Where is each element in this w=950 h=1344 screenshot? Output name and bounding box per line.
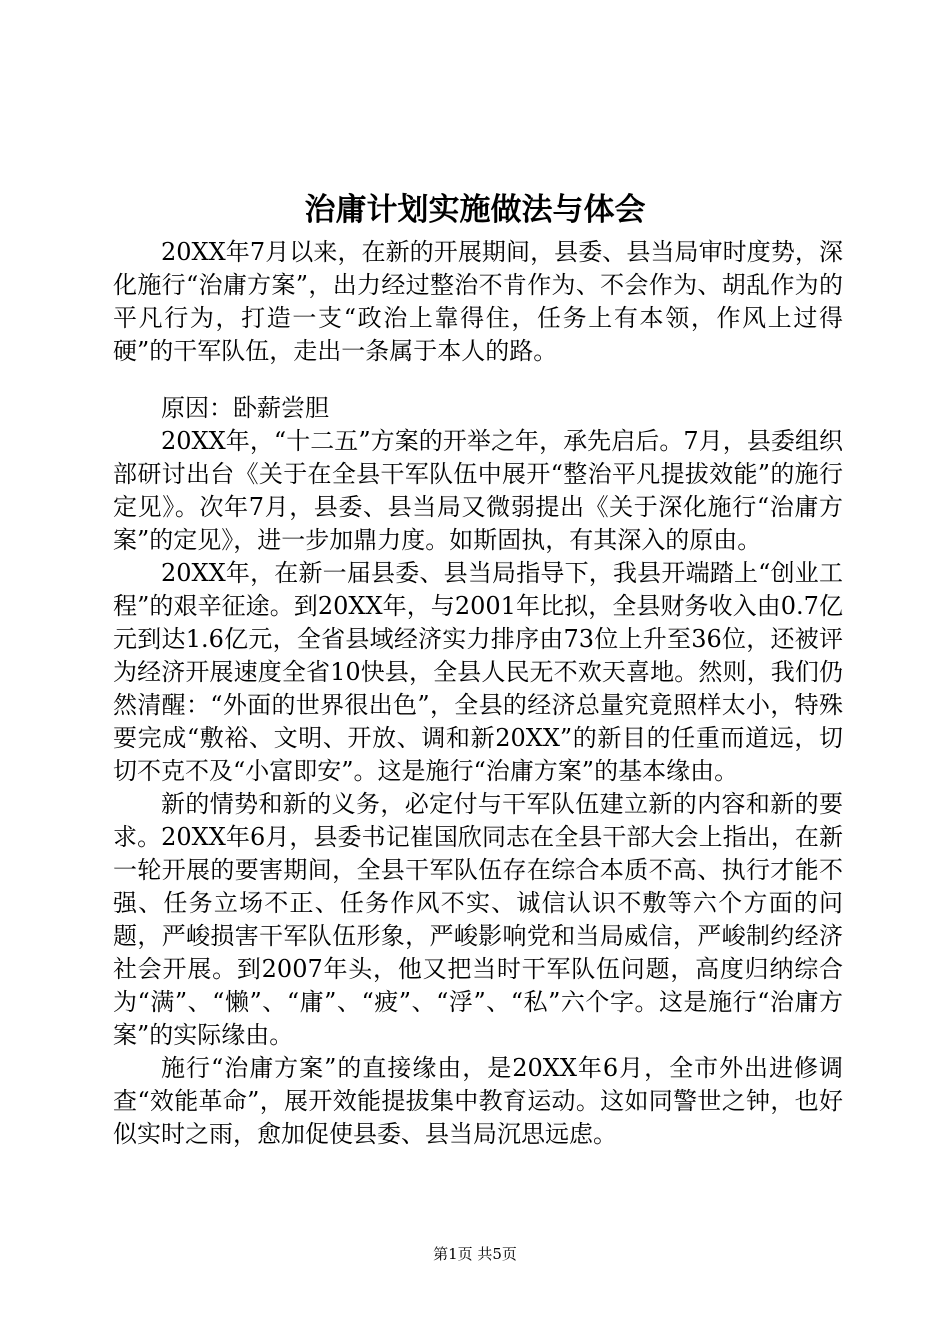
- paragraph-cadre-issues: 新的情势和新的义务，必定付与干军队伍建立新的内容和新的要求。20XX年6月，县委书记崔国欣同志在全县干部大会上指出，在新一轮开展的要害期间，全县干军队伍存在综合本质不高、执行才能不强、任务立场不正、任务作风不实、诚信认识不敷等六个方面的问题，严峻损害干军队伍形象，严峻影响党和当局威信，严峻制约经济社会开展。到2007年头，他又把当时干军队伍问题，高度归纳综合为“满”、“懒”、“庸”、“疲”、“浮”、“私”六个字。这是施行“治庸方案”的实际缘由。: [113, 790, 843, 1049]
- document-title: 治庸计划实施做法与体会: [304, 192, 646, 228]
- page-footer: 第1页 共5页: [433, 1245, 517, 1263]
- paragraph-economy: 20XX年，在新一届县委、县当局指导下，我县开端踏上“创业工程”的艰辛征途。到20XX年，与2001年比拟，全县财务收入由0.7亿元到达1.6亿元，全省县域经济实力排序由73位上升至36位，还被评为经济开展速度全省10快县，全县人民无不欢天喜地。然则，我们仍然清醒：“外面的世界很出色”，全县的经济总量究竟照样太小，特殊要完成“敷裕、文明、开放、调和新20XX”的新目的任重而道远，切切不克不及“小富即安”。这是施行“治庸方案”的基本缘由。: [113, 559, 843, 785]
- paragraph-direct-cause: 施行“治庸方案”的直接缘由，是20XX年6月，全市外出进修调查“效能革命”，展开效能提拔集中教育运动。这如同警世之钟，也好似实时之雨，愈加促使县委、县当局沉思远虑。: [113, 1054, 843, 1148]
- paragraph-section-heading: 原因：卧薪尝胆: [161, 394, 329, 422]
- paragraph-intro: 20XX年7月以来，在新的开展期间，县委、县当局审时度势，深化施行“治庸方案”，出力经过整治不肯作为、不会作为、胡乱作为的平凡行为，打造一支“政治上靠得住，任务上有本领，作风上过得硬”的干军队伍，走出一条属于本人的路。: [113, 238, 843, 365]
- paragraph-background: 20XX年，“十二五”方案的开举之年，承先启后。7月，县委组织部研讨出台《关于在全县干军队伍中展开“整治平凡提拔效能”的施行定见》。次年7月，县委、县当局又微弱提出《关于深化施行“治庸方案”的定见》，进一步加鼎力度。如斯固执，有其深入的原由。: [113, 427, 843, 554]
- document-body: [113, 236, 843, 1151]
